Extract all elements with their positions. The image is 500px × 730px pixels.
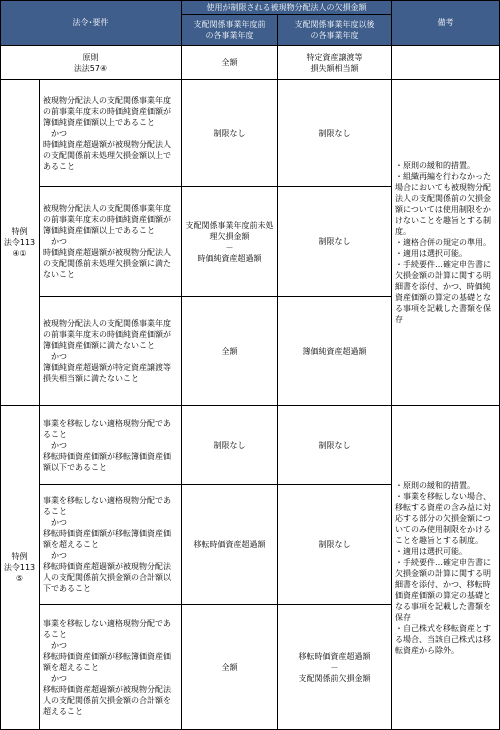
special1-row1-after: 制限なし [278,80,392,187]
special1-row3-before: 全額 [182,297,278,406]
special2-row1-condition: 事業を移転しない適格現物分配であること かつ 移転時価資産価額が移転簿価資産価額以下であること [40,406,182,485]
special2-row3-after: 移転時価資産超過額 － 支配関係前欠損金額 [278,605,392,730]
header-before-year: 支配関係事業年度前 の各事業年度 [182,15,278,46]
special1-row1-before: 制限なし [182,80,278,187]
special2-label: 特例 法令113 ⑤ [0,406,40,730]
principle-after-cell: 特定資産譲渡等 損失額相当額 [278,46,392,80]
special1-row2-before: 支配関係事業年度前未処理欠損金額 － 時価純資産超過額 [182,187,278,297]
special1-row2-condition: 被現物分配法人の支配関係事業年度の前事業年度末の時価純資産価額が簿価純資産価額以上であること かつ 時価純資産超過額が被現物分配法人の支配関係前未処理欠損金額に満たないこと [40,187,182,297]
special1-row3-condition: 被現物分配法人の支配関係事業年度の前事業年度末の時価純資産価額が簿価純資産価額に満たないこと かつ 簿価純資産超過額が特定資産譲渡等損失相当額に満たないこと [40,297,182,406]
special2-row2-condition: 事業を移転しない適格現物分配であること かつ 移転時価資産価額が移転簿価資産価額を超えること かつ 移転時価資産超過額が被現物分配法人の支配関係前欠損金額の合計額以下であること [40,485,182,605]
special1-row2-after: 制限なし [278,187,392,297]
header-law-requirement: 法令･要件 [0,0,182,46]
principle-label: 原則 法法57④ [0,46,182,80]
special2-row3-before: 全額 [182,605,278,730]
special1-label: 特例 法令113 ④① [0,80,40,406]
special2-row1-before: 制限なし [182,406,278,485]
special2-row2-before: 移転時価資産超過額 [182,485,278,605]
header-notes: 備考 [392,0,500,46]
special2-row2-after: 制限なし [278,485,392,605]
header-usage-limit: 使用が制限される被現物分配法人の欠損金額 [182,0,392,15]
special1-row3-after: 簿価純資産超過額 [278,297,392,406]
header-after-year: 支配関係事業年度以後 の各事業年度 [278,15,392,46]
special2-notes: ・原則の緩和的措置。 ・事業を移転しない場合、移転する資産の含み益に対応する部分の欠損金額についてのみ使用制限をかけることを趣旨とする制度。 ・適用は選択可能。 ・手続要件…確定申告書に欠損金額の計算に関する明細書を添付、かつ、移転時価資産価額の算定の基礎となる事項を記載した書類を保存 ・自己株式を移転資産とする場合、当該自己株式は移転資産から除外。 [392,406,500,730]
special1-notes: ・原則の緩和的措置。 ・組織再編を行わなかった場合においても被現物分配法人の支配関係前の欠損金額については使用制限をかけないことを趣旨とする制度。 ・適格合併の規定の準用。 ・適用は選択可能。 ・手続要件…確定申告書に欠損金額の計算に関する明細書を添付、かつ、時価純資産価額の算定の基礎となる事項を記載した書類を保存 [392,80,500,406]
special2-row3-condition: 事業を移転しない適格現物分配であること かつ 移転時価資産価額が移転簿価資産価額を超えること かつ 移転時価資産超過額が被現物分配法人の支配関係前欠損金額の合計額を超えること [40,605,182,730]
principle-before-cell: 全額 [182,46,278,80]
principle-notes-cell [392,46,500,80]
special2-row1-after: 制限なし [278,406,392,485]
special1-row1-condition: 被現物分配法人の支配関係事業年度の前事業年度末の時価純資産価額が簿価純資産価額以上であること かつ 時価純資産超過額が被現物分配法人の支配関係前未処理欠損金額以上であること [40,80,182,187]
